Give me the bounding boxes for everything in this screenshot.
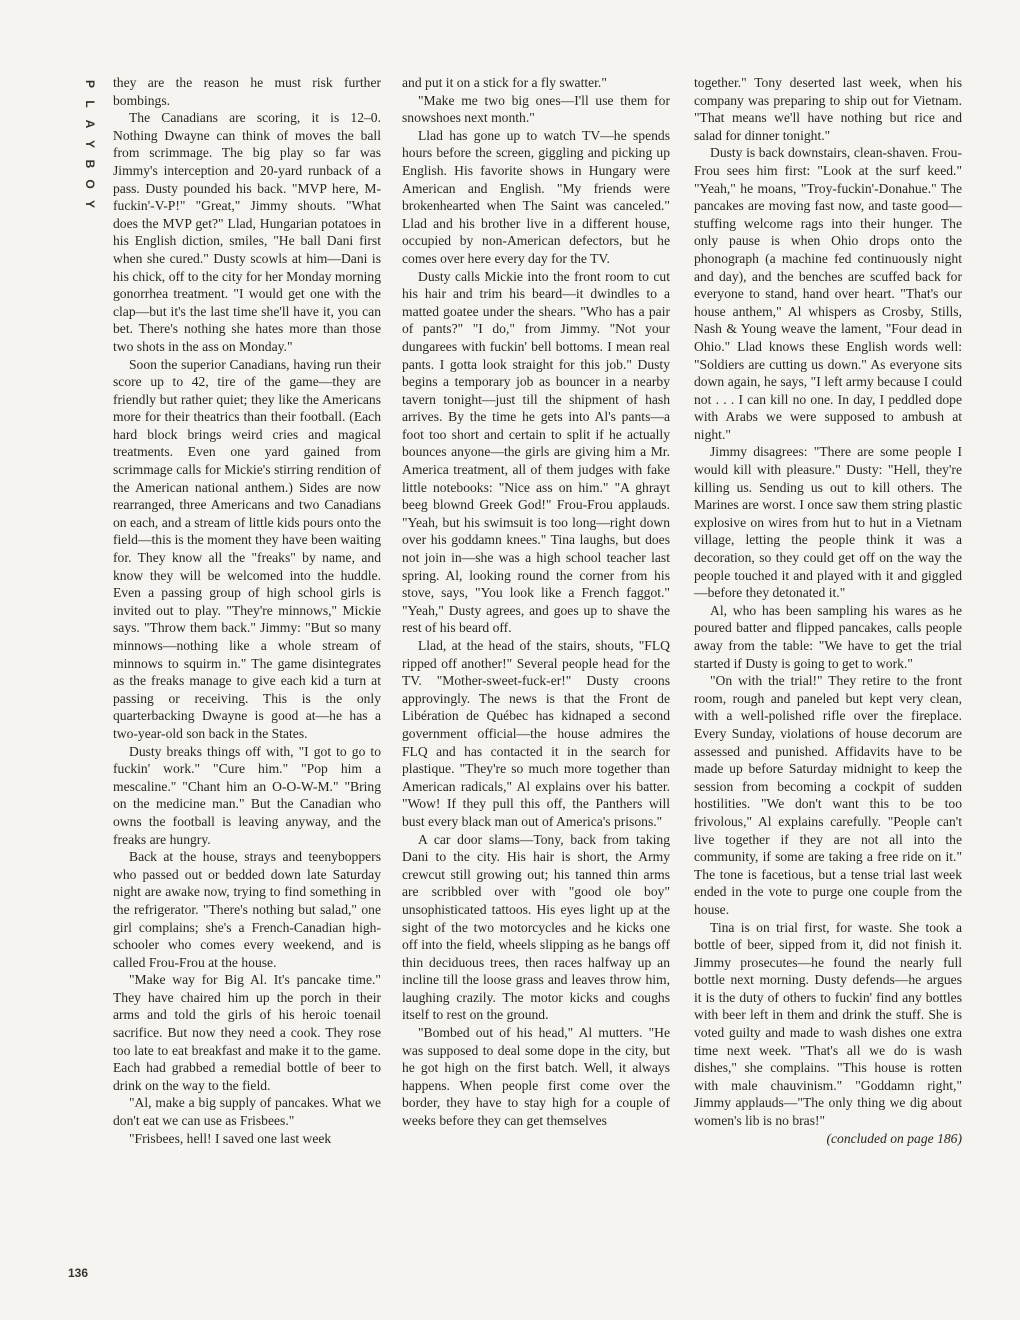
paragraph: "Bombed out of his head," Al mutters. "He was supposed to deal some dope in the city, but he got high on the first batch. Well, it always happens. When people first come over the border, they have to stay high for a couple of weeks before they can get themselves <box>402 1025 670 1129</box>
masthead-letter: L <box>83 100 97 108</box>
column-1 <box>113 74 381 1147</box>
paragraph: they are the reason he must risk further bombings. <box>113 75 381 108</box>
masthead-letter: Y <box>83 199 97 208</box>
masthead-vertical <box>82 74 98 214</box>
paragraph: The Canadians are scoring, it is 12–0. Nothing Dwayne can think of moves the ball from scrimmage. The big play so far was Jimmy's interception and 20-yard runback of a pass. Dusty pounded his back. "MVP here, M-fuckin'-V-P!" "Great," Jimmy shouts. "What does the MVP get?" Llad, Hungarian potatoes in his English diction, smiles, "He ball Dani first when she cured." Dusty scowls at him—Dani is his chick, off to the city for her Monday morning gonorrhea treatment. "I would get one with the clap—but it's the last time she'll have it, you can bet. There's nothing she hates more than those two shots in the ass on Monday." <box>113 110 381 354</box>
paragraph: Al, who has been sampling his wares as he poured batter and flipped pancakes, calls people away from the table: "We have to get the trial started if Dusty is going to get to work." <box>694 602 962 671</box>
masthead-letter: B <box>83 159 97 169</box>
paragraph: Dusty is back downstairs, clean-shaven. Frou-Frou sees him first: "Look at the surf keed." "Yeah," he moans, "Troy-fuckin'-Donahue." The pancakes are moving fast now, and taste good—stuffing welcome rags into their hunger. The only pause is when Ohio drops onto the phonograph (a machine fed continuously night and day), and the benches are scuffed back for everyone to stand, hand over heart. "That's our house anthem," Al whispers as Crosby, Stills, Nash & Young weave the lament, "Four dead in Ohio." Llad knows these English words well: "Soldiers are cutting us down." As everyone sits down again, he says, "I left army because I could not . . . I can kill no one. In day, I peddled dope with Arabs we were supposed to ambush at night." <box>694 145 962 442</box>
masthead-letter: O <box>83 179 97 189</box>
page-number: 136 <box>68 1266 89 1280</box>
masthead-letter: P <box>83 79 97 88</box>
paragraph: Soon the superior Canadians, having run their score up to 42, tire of the game—they are friendly but rather quiet; they like the Americans more for their theatrics than their football. (Each hard block brings weird cries and magical treatments. Even one yard gained from scrimmage calls for Mickie's stirring rendition of the American national anthem.) Sides are now rearranged, three Americans and two Canadians on each, and a stream of little kids pours onto the field—this is the moment they have been waiting for. They know all the "freaks" by name, and know they will be welcomed into the huddle. Even a passing group of high school girls is invited out to play. "They're minnows," Mickie says. "Throw them back." Jimmy: "But so many minnows—nothing like a whole stream of minnows to squirm in." The game disintegrates as the freaks manage to give each kid a turn at passing or receiving. This is the only quarterbacking Dwayne is good at—he has a two-year-old son back in the States. <box>113 356 381 741</box>
paragraph: A car door slams—Tony, back from taking Dani to the city. His hair is short, the Army crewcut still growing out; his tanned thin arms are scribbled over with "good ole boy" unsophisticated tattoos. His eyes light up at the sight of the two motorcycles and he kicks one off into the field, wheels slipping as he bangs off thin deciduous trees, then races halfway up an incline till the loose grass and leaves throw him, laughing crazily. The motor kicks and coughs itself to rest on the ground. <box>402 831 670 1023</box>
paragraph: Dusty breaks things off with, "I got to go to fuckin' work." "Cure him." "Pop him a mescaline." "Chant him an O-O-W-M." "Bring on the medicine man." But the Canadian who owns the football is leaving anyway, and the freaks are hungry. <box>113 743 381 847</box>
paragraph: and put it on a stick for a fly swatter." <box>402 75 607 90</box>
column-2 <box>402 74 670 1130</box>
masthead-letters <box>82 74 98 214</box>
masthead-letter: Y <box>83 139 97 148</box>
paragraph: Tina is on trial first, for waste. She took a bottle of beer, sipped from it, did not finish it. Jimmy prosecutes—he found the nearly full bottle next morning. Dusty defends—he argues it is the duty of others to fuckin' find any bottles with beer left in them and drink the stuff. She is voted guilty and made to wash dishes one extra time next week. "That's all we do is wash dishes," she complains. "This house is rotten with male chauvinism." "Goddamn right," Jimmy applauds—"The only thing we dig about women's lib is no bras!" <box>694 919 962 1129</box>
paragraph: "Make way for Big Al. It's pancake time." They have chaired him up the porch in their arms and told the girls of his heroic toenail sacrifice. But now they need a cook. They rose too late to eat breakfast and make it to the game. Each had grabbed a remedial bottle of beer to drink on the way to the field. <box>113 972 381 1093</box>
column-3 <box>694 74 962 1147</box>
paragraph: Llad has gone up to watch TV—he spends hours before the screen, giggling and picking up English. His favorite shows in Hungary were American and English. "My friends were brokenhearted when The Saint was canceled." Llad and his brother live in a different house, occupied by non-American defectors, but he comes over here every day for the TV. <box>402 127 670 266</box>
paragraph: Dusty calls Mickie into the front room to cut his hair and trim his beard—it dwindles to a matted goatee under the shears. "Who has a pair of pants?" "I do," from Jimmy. "Not your dungarees with fuckin' bell bottoms. I mean real pants. I gotta look straight for this job." Dusty begins a temporary job as bouncer in a nearby tavern tonight—just till the shipment of hash arrives. By the time he gets into Al's pants—a foot too short and certain to split if he actually bounces anyone—the girls are giving him a Mr. America treatment, all of them judges with fake little notebooks: "Nice ass on him." "A ghrayt beeg blownd Greek God!" Frou-Frou applauds. "Yeah, but his swimsuit is too long—right down over his goddamn knees." Tina laughs, but does not join in—she was a high school teacher last spring. Al, looking round the corner from his stove, says, "You look like a French faggot." "Yeah," Dusty agrees, and goes up to shave the rest of his beard off. <box>402 268 670 636</box>
paragraph: "Al, make a big supply of pancakes. What we don't eat we can use as Frisbees." <box>113 1095 381 1129</box>
paragraph: together." Tony deserted last week, when his company was preparing to ship out for Vietnam. "That means we'll have nothing but rice and salad for dinner tonight." <box>694 75 962 143</box>
paragraph: Jimmy disagrees: "There are some people I would kill with pleasure." Dusty: "Hell, they're killing us. Sending us out to kill others. The Marines are worst. I once saw them string plastic explosive on wires from hut to hut in a Vietnam village, letting the people think it was a decoration, so they could get off on the way the people touched it and played with it and giggled—before they detonated it." <box>694 444 962 601</box>
paragraph: Back at the house, strays and teenyboppers who passed out or bedded down late Saturday night are awake now, trying to find something in the refrigerator. "There's nothing but salad," one girl complains; she's a French-Canadian high-schooler who comes every weekend, and is called Frou-Frou at the house. <box>113 849 381 970</box>
masthead-letter: A <box>83 119 97 129</box>
paragraph: "Make me two big ones—I'll use them for snowshoes next month." <box>402 92 670 126</box>
paragraph: Llad, at the head of the stairs, shouts, "FLQ ripped off another!" Several people head for the TV. "Mother-sweet-fuck-er!" Dusty croons approvingly. The news is that the Front de Libération de Québec has kidnaped a second government official—the house admires the FLQ and has contacted it in the search for plastique. "They're so much more together than American radicals," Al explains over his batter. "Wow! If they pull this off, the Panthers will bust every black man out of America's prisons." <box>402 638 670 829</box>
paragraph: "Frisbees, hell! I saved one last week <box>129 1130 332 1146</box>
continuation-note: (concluded on page 186) <box>826 1130 962 1146</box>
paragraph: "On with the trial!" They retire to the front room, rough and paneled but kept very clean, with a well-polished rifle over the fireplace. Every Sunday, violations of house decorum are assessed and punished. Affidavits have to be made up before Saturday midnight to keep the session from becoming a cockpit of sudden hostilities. "We don't want this to be too frivolous," Al explains carefully. "People can't live together if they are not all into the community, if some are taking a free ride on it." The tone is facetious, but a tense trial last week ended in the vote to purge one couple from the house. <box>694 673 962 917</box>
